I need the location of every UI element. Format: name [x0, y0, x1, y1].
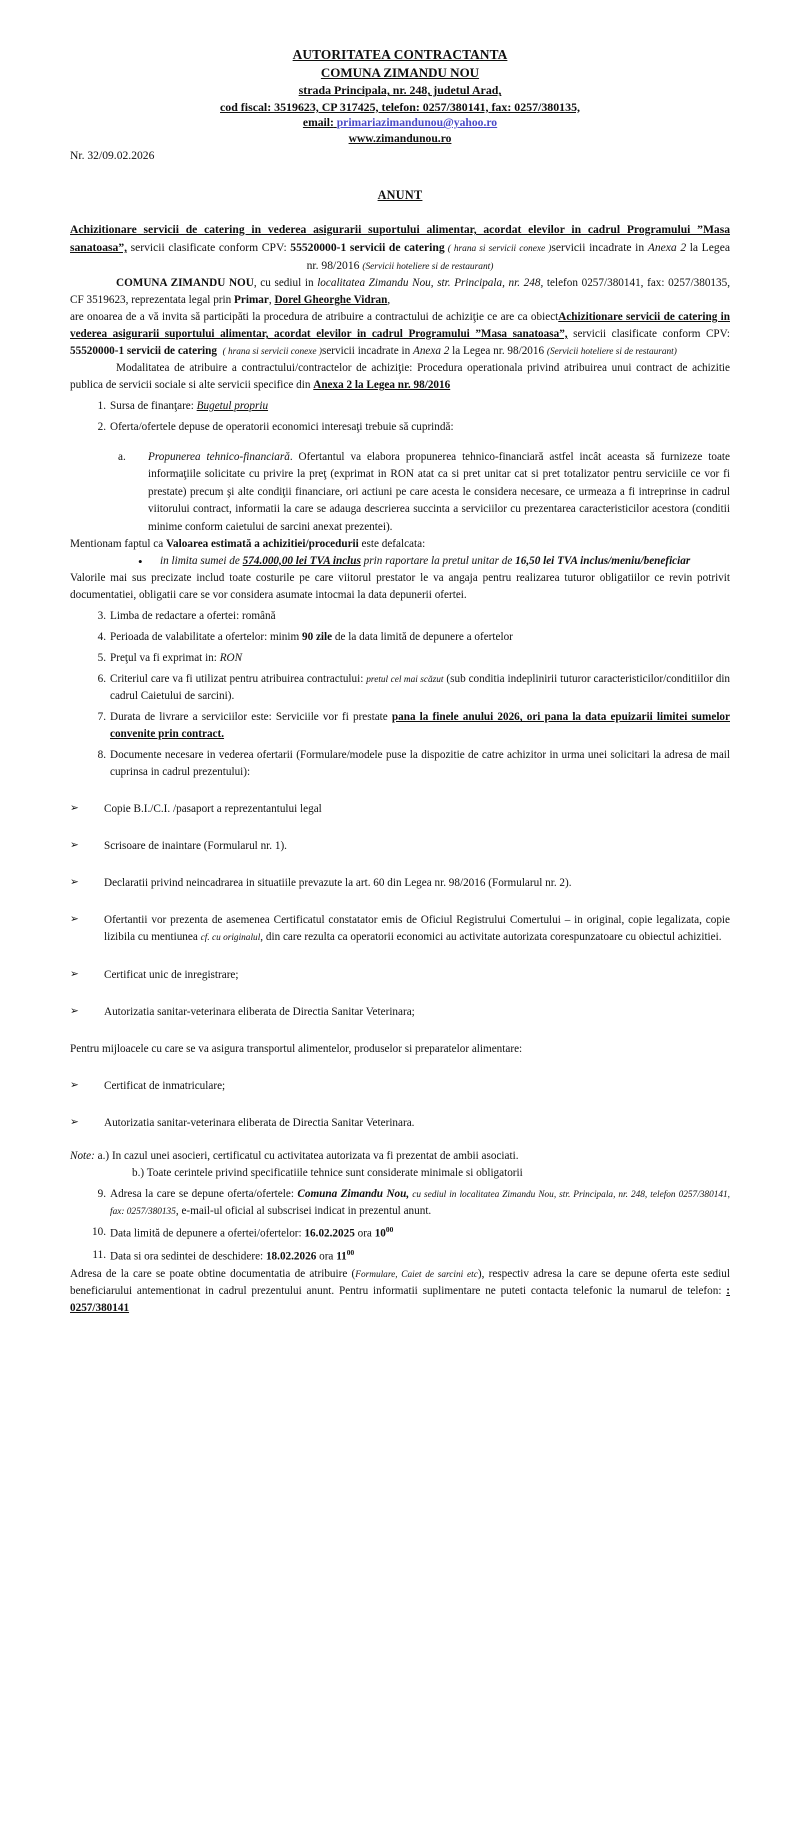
- invitation-anexa: Anexa 2: [412, 345, 450, 357]
- entity-intro-paragraph: [70, 275, 730, 309]
- list-item: [70, 1078, 730, 1095]
- validity-text-2: de la data limită de depunere a ofertelor: [332, 631, 513, 644]
- currency-text: Preţul va fi exprimat in:: [110, 652, 220, 665]
- funding-source-value: Bugetul propriu: [196, 400, 269, 413]
- opening-hour: 11: [336, 1250, 347, 1263]
- commune-name: COMUNA ZIMANDU NOU: [320, 65, 480, 81]
- registration-number: Nr. 32/09.02.2026: [70, 149, 155, 163]
- subject-law: la Legea nr. 98/2016: [306, 241, 730, 272]
- entity-text-2: , telefon 0257/380141, fax: 0257/380135, CF 3519623, reprezentata legal prin: [70, 276, 730, 306]
- invitation-cpv-text: servicii clasificate conform CPV:: [567, 327, 730, 340]
- note-a: a.) In cazul unei asocieri, certificatul cu activitatea autorizata va fi prezentat de ambii asociati.: [97, 1149, 519, 1162]
- proposal-text: . Ofertantul va elabora propunerea tehnico-financiară astfel incât aceasta să furnizeze toate informaţiile solicitate cu privire la preţ (exprimat in RON atat ca si pret unitar cat si pret totalizator pentru serviciile ce vor fi prestate) precum şi alte condiţii financiare, ori actiuni pe care acesta le considera necesare, ce urmeaza a fi intreprinse in cadrul viitorului contract, informatii la care se adauga descrierea succinta a serviciilor cu prezentarea caracteristicilor acestora (conditii minime conform caietului de sarcini anexat prezentei).: [148, 451, 730, 533]
- list-item-11-number: 11.: [92, 1249, 106, 1262]
- opening-date: 18.02.2026: [265, 1250, 317, 1263]
- primar-name: Dorel Gheorghe Vidran: [274, 293, 388, 306]
- list-item-9-number: 9.: [97, 1188, 106, 1201]
- criterion-text-1: Criteriul care va fi utilizat pentru atribuirea contractului:: [110, 673, 367, 686]
- invitation-paren-note: ( hrana si servicii conexe ): [222, 347, 322, 357]
- list-item-3-number: 3.: [97, 610, 106, 623]
- list-item-2-text: Oferta/ofertele depuse de operatorii economici interesaţi trebuie să cuprindă:: [110, 421, 454, 434]
- list-item-3-text: Limba de redactare a ofertei: română: [110, 610, 276, 623]
- submission-entity: Comuna Zimandu Nou,: [297, 1188, 410, 1201]
- list-item: [70, 875, 730, 892]
- opening-text-1: Data si ora sedintei de deschidere:: [110, 1250, 266, 1263]
- subject-cpv-lead: servicii clasificate conform CPV:: [127, 241, 287, 254]
- opening-text-2: ora: [316, 1250, 337, 1263]
- transport-documents-list: [70, 1078, 730, 1132]
- subject-anexa: Anexa 2: [647, 241, 687, 254]
- estimated-value-bullet-list: [70, 553, 730, 570]
- transport-heading: Pentru mijloacele cu care se va asigura transportul alimentelor, produselor si preparatelor alimentare:: [70, 1042, 523, 1055]
- page-title-text: ANUNT: [377, 187, 423, 202]
- amount-mid: prin raportare la pretul unitar de: [360, 554, 516, 567]
- criterion-text-2: (sub conditia indeplinirii tuturor caracteristicilor/conditiilor din cadrul Caietului de sarcini).: [110, 673, 731, 703]
- list-item-4-number: 4.: [97, 631, 106, 644]
- subject-law-note: (Servicii hoteliere si de restaurant): [362, 261, 494, 272]
- note-b: b.) Toate cerintele privind specificatiile tehnice sunt considerate minimale si obligatorii: [132, 1166, 523, 1179]
- footer-italic-note: Formulare, Caiet de sarcini etc: [355, 1269, 478, 1280]
- award-method-text: Modalitatea de atribuire a contractului/contractelor de achiziţie: Procedura operationala privind atribuirea unui contract de achizitie publica de servicii sociale si alte servicii specifice din: [70, 362, 730, 392]
- arrow-bullet-icon: ➢: [70, 1078, 79, 1091]
- subject-block: [70, 221, 730, 275]
- currency-value: RON: [219, 652, 243, 665]
- document-label: Certificat de inmatriculare;: [104, 1079, 226, 1092]
- list-item-7-number: 7.: [97, 711, 106, 724]
- document-header: [70, 46, 730, 147]
- requirements-list-part3: [70, 1186, 730, 1266]
- registry-text-2: , din care rezulta ca operatorii economici au activitate autorizata corespunzatoare cu obiectul achizitiei.: [260, 931, 722, 944]
- list-item-8-text: Documente necesare in vederea ofertarii (Formulare/modele puse la dispozitie de catre achizitor in urma unei solicitari la adresa de mail cuprinsa in cadrul prezentului):: [110, 749, 730, 779]
- list-item: [70, 967, 730, 984]
- invitation-law: la Legea nr. 98/2016: [449, 345, 547, 357]
- list-item-8-number: 8.: [97, 749, 106, 762]
- page-title: [70, 187, 730, 204]
- registry-text-1: Ofertantii vor prezenta de asemenea Certificatul constatator emis de Oficiul Registrului Comertului – in original, copie legalizata, copie lizibila cu mentiunea: [104, 914, 730, 944]
- list-item-5: [70, 650, 730, 667]
- sub-list-item-a-letter: a.: [118, 451, 126, 464]
- entity-name: COMUNA ZIMANDU NOU: [116, 276, 254, 289]
- street-address: strada Principala, nr. 248, judetul Arad,: [298, 83, 502, 98]
- sub-list-item-a: [110, 449, 730, 536]
- list-item-9: [70, 1186, 730, 1220]
- arrow-bullet-icon: ➢: [70, 839, 79, 852]
- sub-requirements-list: [110, 449, 730, 536]
- footer-text-2: ), respectiv adresa la care se depune oferta este sediul beneficiarului antementionat in cadrul prezentului anunt. Pentru informatii suplimentare ne puteti contacta telefonic la numarul de telefon:: [70, 1267, 730, 1297]
- contact-phone: : 0257/380141: [70, 1284, 730, 1314]
- list-item-1: [70, 398, 730, 415]
- submission-text-2: , e-mail-ul oficial al subscrisei indicat in prezentul anunt.: [175, 1205, 432, 1218]
- list-item-7: [70, 709, 730, 743]
- list-item-4: [70, 629, 730, 646]
- invitation-paragraph: [70, 309, 730, 360]
- list-item-10: [70, 1224, 730, 1243]
- entity-text-1: , cu sediul in: [253, 276, 318, 289]
- invitation-cpv-code: 55520000-1 servicii de catering: [70, 345, 217, 357]
- sub-list-wrapper: [110, 449, 730, 536]
- document-label: Scrisoare de inaintare (Formularul nr. 1).: [104, 840, 287, 853]
- criterion-value: pretul cel mai scăzut: [366, 675, 444, 686]
- arrow-bullet-icon: ➢: [70, 1004, 79, 1017]
- cost-inclusion-paragraph: Valorile mai sus precizate includ toate costurile pe care viitorul prestator le va angaja pentru realizarea tuturor obligatiilor ce revin potrivit documentatiei, obligatii care se vor considera asumate intocmai la data depunerii ofertei.: [70, 572, 730, 602]
- estimated-value-bullet: [130, 553, 730, 570]
- requirements-list-part2: [70, 608, 730, 781]
- list-item-6: [70, 671, 730, 705]
- validity-days: 90 zile: [301, 631, 333, 644]
- deadline-date: 16.02.2025: [304, 1228, 355, 1241]
- list-item-2: [70, 419, 730, 436]
- email-line: [70, 115, 730, 131]
- list-item-2-number: 2.: [97, 421, 106, 434]
- award-method-reference: Anexa 2 la Legea nr. 98/2016: [313, 379, 451, 392]
- list-item: [70, 912, 730, 946]
- arrow-bullet-icon: ➢: [70, 802, 79, 815]
- subject-paren-note: ( hrana si servicii conexe ): [444, 244, 552, 254]
- submission-text-1: Adresa la care se depune oferta/ofertele:: [110, 1188, 298, 1201]
- list-item: [70, 801, 730, 818]
- email-link[interactable]: primariazimandunou@yahoo.ro: [336, 116, 498, 130]
- list-item: [70, 1115, 730, 1132]
- authority-name: AUTORITATEA CONTRACTANTA: [292, 47, 508, 62]
- requirements-list-part1: [70, 398, 730, 436]
- invitation-law-note: (Servicii hoteliere si de restaurant): [546, 347, 677, 357]
- subject-object: Achizitionare servicii de catering in vederea asigurarii suportului alimentar, acordat elevilor in cadrul Programului ”Masa sanatoasa”,: [70, 223, 730, 254]
- amount-lead: in limita sumei de: [160, 554, 243, 567]
- primar-label: Primar: [234, 293, 269, 306]
- arrow-bullet-icon: ➢: [70, 876, 79, 889]
- deadline-text-1: Data limită de depunere a ofertei/ofertelor:: [110, 1228, 305, 1241]
- document-label: Copie B.I./C.I. /pasaport a reprezentantului legal: [104, 803, 322, 816]
- list-item-11: [70, 1247, 730, 1266]
- proposal-title: Propunerea tehnico-financiară: [148, 451, 290, 464]
- notes-label: Note:: [70, 1149, 95, 1162]
- estimated-value-paragraph: [70, 536, 730, 553]
- award-method-paragraph: [70, 360, 730, 394]
- footer-paragraph: [70, 1266, 730, 1317]
- invitation-text-after: servicii incadrate in: [321, 345, 413, 357]
- deadline-hour-minutes: 00: [385, 1225, 394, 1235]
- entity-text-4: ,: [387, 293, 391, 306]
- footer-text-1: Adresa de la care se poate obtine documentatia de atribuire (: [70, 1267, 356, 1280]
- validity-text-1: Perioada de valabilitate a ofertelor: minim: [110, 631, 302, 644]
- list-item-3: [70, 608, 730, 625]
- list-item: [70, 1004, 730, 1021]
- subject-cpv-code: 55520000-1 servicii de catering: [286, 241, 445, 254]
- submission-address: cu sediul in localitatea Zimandu Nou, str. Principala, nr. 248, telefon 0257/380141, fax: 0257/380135: [110, 1190, 730, 1218]
- document-label: Autorizatia sanitar-veterinara eliberata de Directia Sanitar Veterinara.: [104, 1116, 415, 1129]
- website-line: www.zimandunou.ro: [348, 132, 452, 146]
- deadline-text-2: ora: [354, 1228, 375, 1241]
- list-item-6-number: 6.: [97, 673, 106, 686]
- list-item-1-label: Sursa de finanţare:: [110, 400, 197, 413]
- entity-text-3: ,: [268, 293, 275, 306]
- email-label: email:: [302, 116, 334, 130]
- fiscal-contact-line: cod fiscal: 3519623, CP 317425, telefon: 0257/380141, fax: 0257/380135,: [220, 99, 580, 114]
- arrow-bullet-icon: ➢: [70, 1115, 79, 1128]
- estimated-value-label: Valoarea estimată a achizitiei/procedurii: [166, 537, 359, 550]
- duration-text-1: Durata de livrare a serviciilor este: Serviciile vor fi prestate: [110, 711, 392, 724]
- dot-bullet-icon: •: [138, 553, 143, 569]
- invitation-object: Achizitionare servicii de catering in vederea asigurarii suportului alimentar, acordat elevilor in cadrul Programului ”Masa sanatoasa”,: [70, 310, 730, 340]
- document-label: Declaratii privind neincadrarea in situatiile prevazute la art. 60 din Legea nr. 98/2016 (Formularul nr. 2).: [104, 877, 572, 890]
- duration-value: pana la finele anului 2026, ori pana la data epuizarii limitei sumelor convenite prin contract.: [110, 711, 730, 741]
- unit-price: 16,50 lei TVA inclus/meniu/beneficiar: [515, 554, 691, 567]
- estimated-value-tail: este defalcata:: [358, 537, 426, 550]
- list-item-8: [70, 747, 730, 781]
- document-label: Autorizatia sanitar-veterinara eliberata de Directia Sanitar Veterinara;: [104, 1005, 415, 1018]
- entity-address: localitatea Zimandu Nou, str. Principala, nr. 248: [317, 276, 541, 289]
- estimated-value-lead: Mentionam faptul ca: [70, 537, 166, 550]
- list-item-10-number: 10.: [92, 1226, 106, 1239]
- notes-block: [70, 1148, 730, 1183]
- list-item-1-number: 1.: [97, 400, 106, 413]
- total-amount: 574.000,00 lei TVA inclus: [242, 554, 361, 567]
- arrow-bullet-icon: ➢: [70, 913, 79, 926]
- required-documents-list: [70, 801, 730, 1020]
- arrow-bullet-icon: ➢: [70, 967, 79, 980]
- list-item: [70, 838, 730, 855]
- document-label: Certificat unic de inregistrare;: [104, 968, 239, 981]
- subject-text-2: servicii incadrate in: [551, 241, 648, 254]
- list-item-5-number: 5.: [97, 652, 106, 665]
- registry-italic-note: cf. cu originalul: [200, 933, 261, 944]
- invitation-lead: are onoarea de a vă invita să participăti la procedura de atribuire a contractului de achiziţie ce are ca obiect: [70, 310, 559, 323]
- opening-hour-minutes: 00: [346, 1248, 355, 1258]
- deadline-hour: 10: [374, 1228, 386, 1241]
